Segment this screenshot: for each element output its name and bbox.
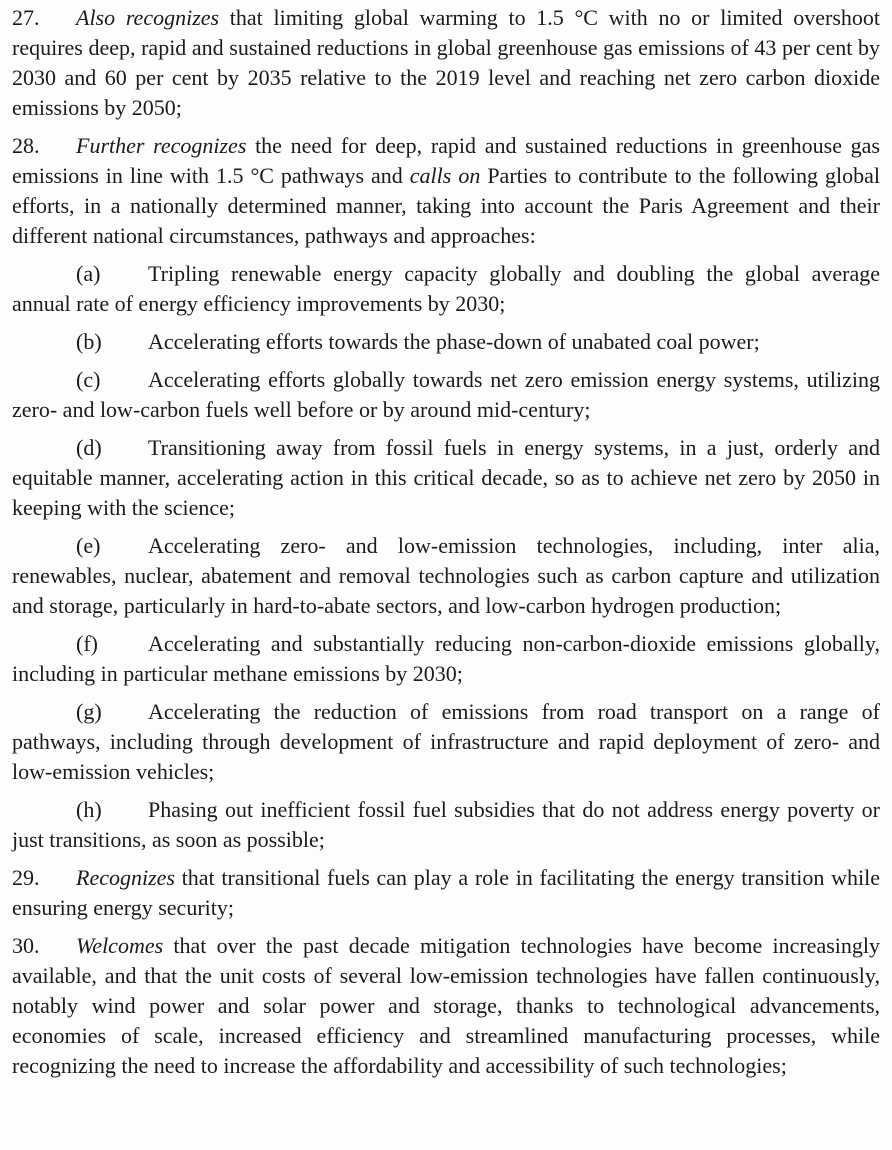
subparagraph-letter: (d) bbox=[76, 435, 102, 460]
paragraph-number: 30. bbox=[12, 933, 40, 958]
subparagraph-f bbox=[12, 629, 880, 689]
paragraph-text: that transitional fuels can play a role in facilitating the energy transition while ensuring energy security; bbox=[12, 865, 880, 920]
subparagraph-letter: (a) bbox=[76, 261, 101, 286]
subparagraph-e bbox=[12, 531, 880, 621]
subparagraph-text: Phasing out inefficient fossil fuel subsidies that do not address energy poverty or just transitions, as soon as possible; bbox=[12, 797, 880, 852]
subparagraph-text: Transitioning away from fossil fuels in energy systems, in a just, orderly and equitable manner, accelerating action in this critical decade, so as to achieve net zero by 2050 in keeping with the science; bbox=[12, 435, 880, 520]
paragraph-text: Parties to contribute to the following global efforts, in a nationally determined manner, taking into account the Paris Agreement and their different national circumstances, pathways and approaches: bbox=[12, 163, 880, 248]
subparagraph-b bbox=[12, 327, 880, 357]
subparagraph-c bbox=[12, 365, 880, 425]
paragraph-29 bbox=[12, 863, 880, 923]
subparagraph-text: Accelerating the reduction of emissions from road transport on a range of pathways, including through development of infrastructure and rapid deployment of zero- and low-emission vehicles; bbox=[12, 699, 880, 784]
subparagraph-h bbox=[12, 795, 880, 855]
subparagraph-letter: (g) bbox=[76, 699, 102, 724]
subparagraph-text: Accelerating efforts towards the phase-down of unabated coal power; bbox=[148, 329, 760, 354]
subparagraph-text: Tripling renewable energy capacity globally and doubling the global average annual rate of energy efficiency improvements by 2030; bbox=[12, 261, 880, 316]
paragraph-text: that over the past decade mitigation technologies have become increasingly available, and that the unit costs of several low-emission technologies have fallen continuously, notably wind power and solar power and storage, thanks to technological advancements, economies of scale, increased efficiency and streamlined manufacturing processes, while recognizing the need to increase the affordability and accessibility of such technologies; bbox=[12, 933, 880, 1078]
subparagraph-text: Accelerating efforts globally towards net zero emission energy systems, utilizing zero- and low-carbon fuels well before or by around mid-century; bbox=[12, 367, 880, 422]
subparagraph-text: Accelerating zero- and low-emission technologies, including, inter alia, renewables, nuclear, abatement and removal technologies such as carbon capture and utilization and storage, particularly in hard-to-abate sectors, and low-carbon hydrogen production; bbox=[12, 533, 880, 618]
paragraph-27 bbox=[12, 3, 880, 123]
paragraph-number: 29. bbox=[12, 865, 40, 890]
subparagraph-letter: (f) bbox=[76, 631, 98, 656]
lead-phrase: Welcomes bbox=[76, 933, 164, 958]
subparagraph-letter: (b) bbox=[76, 329, 102, 354]
inline-italic-phrase: calls on bbox=[409, 163, 481, 188]
subparagraph-g bbox=[12, 697, 880, 787]
lead-phrase: Further recognizes bbox=[76, 133, 247, 158]
paragraph-text: the need for deep, rapid and sustained reductions in greenhouse gas emissions in line with 1.5 °C pathways and bbox=[12, 133, 880, 188]
paragraph-28 bbox=[12, 131, 880, 251]
paragraph-number: 28. bbox=[12, 133, 40, 158]
paragraph-30 bbox=[12, 931, 880, 1081]
subparagraph-letter: (h) bbox=[76, 797, 102, 822]
subparagraph-letter: (c) bbox=[76, 367, 101, 392]
lead-phrase: Also recognizes bbox=[76, 5, 220, 30]
paragraph-number: 27. bbox=[12, 5, 40, 30]
paragraph-text: that limiting global warming to 1.5 °C with no or limited overshoot requires deep, rapid and sustained reductions in global greenhouse gas emissions of 43 per cent by 2030 and 60 per cent by 2035 relative to the 2019 level and reaching net zero carbon dioxide emissions by 2050; bbox=[12, 5, 880, 120]
subparagraph-d bbox=[12, 433, 880, 523]
subparagraph-text: Accelerating and substantially reducing non-carbon-dioxide emissions globally, including in particular methane emissions by 2030; bbox=[12, 631, 880, 686]
subparagraph-letter: (e) bbox=[76, 533, 101, 558]
subparagraph-a bbox=[12, 259, 880, 319]
lead-phrase: Recognizes bbox=[76, 865, 175, 890]
